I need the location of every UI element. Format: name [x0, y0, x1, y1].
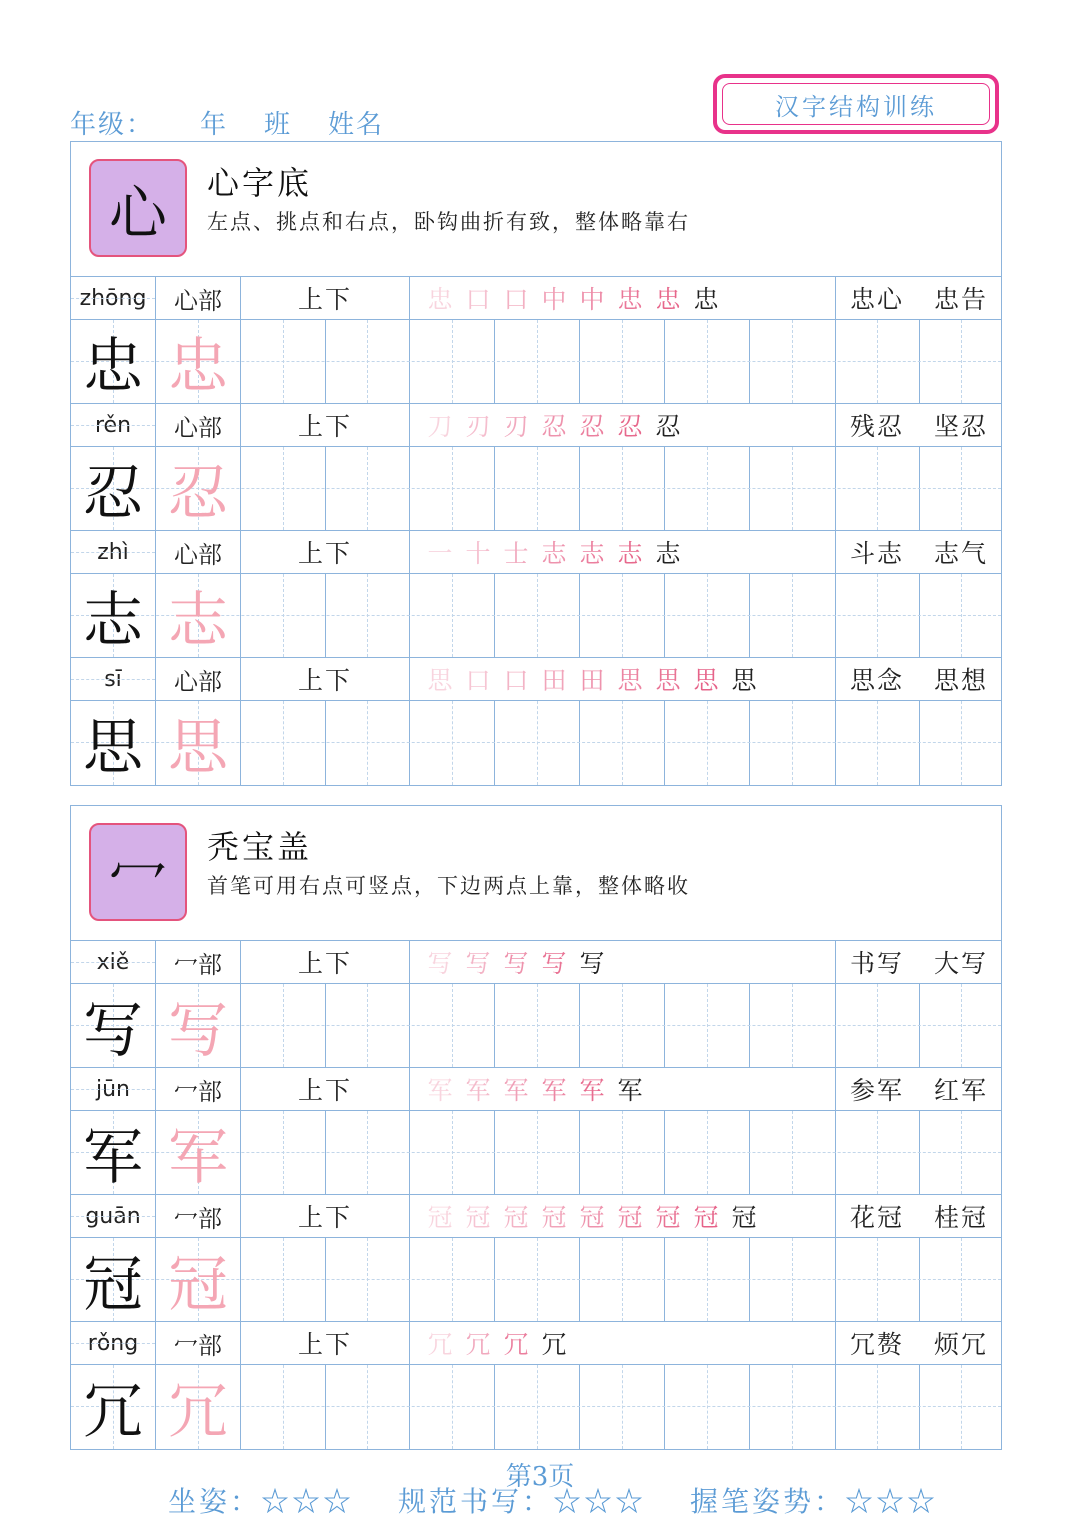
word: 大写 — [933, 949, 988, 978]
word: 烦冗 — [933, 1330, 988, 1359]
word: 忠心 — [849, 285, 904, 314]
info-row — [71, 658, 1001, 701]
radical-label: 心部 — [174, 413, 222, 442]
worksheet-title-badge — [713, 74, 999, 134]
stroke-step: 忍 — [541, 412, 567, 441]
character-entry — [71, 1195, 1001, 1322]
character-entry — [71, 404, 1001, 531]
word: 桂冠 — [933, 1203, 988, 1232]
word: 坚忍 — [933, 412, 988, 441]
practice-grid — [71, 1365, 1001, 1449]
trace-character: 思 — [168, 712, 228, 783]
stroke-step: 思 — [731, 666, 757, 695]
model-character: 忍 — [83, 458, 143, 529]
stroke-step: 忠 — [655, 285, 681, 314]
structure-label: 上下 — [297, 539, 352, 568]
example-words — [835, 1322, 1003, 1364]
structure-label: 上下 — [297, 285, 352, 314]
section-description: 首笔可用右点可竖点，下边两点上靠，整体略收 — [207, 874, 690, 898]
model-character: 忠 — [83, 331, 143, 402]
example-words — [835, 1195, 1003, 1237]
stroke-step: 思 — [655, 666, 681, 695]
stroke-step: 田 — [579, 666, 605, 695]
radical-label: 冖部 — [174, 1204, 222, 1233]
radical-label: 心部 — [174, 667, 222, 696]
word: 花冠 — [849, 1203, 904, 1232]
practice-grid — [71, 1111, 1001, 1195]
radical-section — [70, 805, 1002, 1450]
model-character: 军 — [83, 1122, 143, 1193]
worksheet-title: 汉字结构训练 — [775, 92, 937, 121]
info-row — [71, 277, 1001, 320]
practice-grid — [71, 701, 1001, 785]
pinyin: jūn — [96, 1076, 130, 1102]
rating-bar — [168, 1480, 938, 1520]
stroke-step: 志 — [617, 539, 643, 568]
practice-grid — [71, 320, 1001, 404]
character-entry — [71, 658, 1001, 785]
stroke-step: 军 — [541, 1076, 567, 1105]
structure-label: 上下 — [297, 412, 352, 441]
word: 思念 — [849, 666, 904, 695]
stroke-step: 冠 — [693, 1203, 719, 1232]
word: 思想 — [933, 666, 988, 695]
stroke-order — [425, 531, 825, 573]
name-label: 姓名 — [328, 110, 385, 140]
trace-character: 忍 — [168, 458, 228, 529]
model-character: 思 — [83, 712, 143, 783]
stroke-step: 军 — [617, 1076, 643, 1105]
stroke-step: 口 — [465, 285, 491, 314]
stroke-step: 思 — [617, 666, 643, 695]
section-title: 秃宝盖 — [207, 828, 313, 866]
stroke-step: 冗 — [427, 1330, 453, 1359]
stroke-order — [425, 941, 825, 983]
stroke-step: 忠 — [693, 285, 719, 314]
character-entry — [71, 941, 1001, 1068]
pinyin: zhì — [97, 539, 129, 565]
trace-character: 军 — [168, 1122, 228, 1193]
structure-label: 上下 — [297, 1330, 352, 1359]
structure-label: 上下 — [297, 1076, 352, 1105]
practice-grid — [71, 1238, 1001, 1322]
trace-character: 冗 — [168, 1376, 228, 1447]
stroke-step: 写 — [541, 949, 567, 978]
stroke-step: 田 — [541, 666, 567, 695]
stroke-step: 十 — [465, 539, 491, 568]
page-number: 第3页 — [505, 1462, 575, 1492]
trace-character: 忠 — [168, 331, 228, 402]
practice-grid — [71, 447, 1001, 531]
stroke-step: 冠 — [541, 1203, 567, 1232]
stroke-step: 冠 — [427, 1203, 453, 1232]
model-character: 写 — [83, 995, 143, 1066]
stroke-step: 刃 — [465, 412, 491, 441]
stroke-step: 冠 — [503, 1203, 529, 1232]
word: 残忍 — [849, 412, 904, 441]
stroke-step: 口 — [503, 285, 529, 314]
stroke-step: 军 — [427, 1076, 453, 1105]
info-row — [71, 1195, 1001, 1238]
sitting-rating: 坐姿：☆☆☆ — [168, 1485, 355, 1518]
radical-badge: 心 — [89, 159, 187, 257]
word: 冗赘 — [849, 1330, 904, 1359]
practice-grid — [71, 984, 1001, 1068]
stroke-order — [425, 1195, 825, 1237]
grip-rating: 握笔姿势：☆☆☆ — [690, 1485, 939, 1518]
model-character: 冠 — [83, 1249, 143, 1320]
info-row — [71, 1322, 1001, 1365]
stroke-step: 写 — [465, 949, 491, 978]
radical-label: 心部 — [174, 286, 222, 315]
stroke-order — [425, 1322, 825, 1364]
stroke-step: 忍 — [617, 412, 643, 441]
stroke-step: 冠 — [579, 1203, 605, 1232]
section-header — [71, 142, 1001, 277]
writing-rating: 规范书写：☆☆☆ — [398, 1485, 647, 1518]
pinyin: xiě — [96, 949, 130, 975]
stroke-step: 冗 — [541, 1330, 567, 1359]
word: 忠告 — [933, 285, 988, 314]
stroke-step: 冠 — [731, 1203, 757, 1232]
character-entry — [71, 531, 1001, 658]
stroke-order — [425, 1068, 825, 1110]
character-entry — [71, 277, 1001, 404]
stroke-order — [425, 404, 825, 446]
radical-label: 冖部 — [174, 1077, 222, 1106]
info-row — [71, 1068, 1001, 1111]
example-words — [835, 404, 1003, 446]
stroke-step: 忍 — [655, 412, 681, 441]
example-words — [835, 658, 1003, 700]
word: 书写 — [849, 949, 904, 978]
stroke-step: 刀 — [427, 412, 453, 441]
character-entry — [71, 1322, 1001, 1449]
stroke-step: 志 — [579, 539, 605, 568]
stroke-step: 志 — [655, 539, 681, 568]
example-words — [835, 531, 1003, 573]
stroke-step: 冠 — [465, 1203, 491, 1232]
stroke-step: 写 — [503, 949, 529, 978]
example-words — [835, 277, 1003, 319]
trace-character: 志 — [168, 585, 228, 656]
stroke-step: 一 — [427, 539, 453, 568]
stroke-step: 志 — [541, 539, 567, 568]
stroke-order — [425, 277, 825, 319]
structure-label: 上下 — [297, 666, 352, 695]
radical-badge: 冖 — [89, 823, 187, 921]
stroke-step: 口 — [465, 666, 491, 695]
word: 红军 — [933, 1076, 988, 1105]
stroke-step: 忠 — [427, 285, 453, 314]
stroke-order — [425, 658, 825, 700]
info-row — [71, 531, 1001, 574]
pinyin: rěn — [94, 412, 132, 438]
practice-grid — [71, 574, 1001, 658]
radical-section — [70, 141, 1002, 786]
stroke-step: 忠 — [617, 285, 643, 314]
stroke-step: 写 — [579, 949, 605, 978]
pinyin: sī — [104, 666, 122, 692]
stroke-step: 冠 — [655, 1203, 681, 1232]
stroke-step: 军 — [465, 1076, 491, 1105]
trace-character: 写 — [168, 995, 228, 1066]
radical-label: 冖部 — [174, 1331, 222, 1360]
stroke-step: 思 — [693, 666, 719, 695]
example-words — [835, 941, 1003, 983]
model-character: 冗 — [83, 1376, 143, 1447]
section-description: 左点、挑点和右点，卧钩曲折有致，整体略靠右 — [207, 210, 690, 234]
info-row — [71, 941, 1001, 984]
stroke-step: 中 — [541, 285, 567, 314]
radical-label: 冖部 — [174, 950, 222, 979]
student-info-line — [70, 104, 384, 141]
section-title: 心字底 — [207, 164, 313, 202]
character-entry — [71, 1068, 1001, 1195]
stroke-step: 忍 — [579, 412, 605, 441]
stroke-step: 刃 — [503, 412, 529, 441]
stroke-step: 思 — [427, 666, 453, 695]
word: 斗志 — [849, 539, 904, 568]
word: 志气 — [933, 539, 988, 568]
structure-label: 上下 — [297, 949, 352, 978]
pinyin: guān — [85, 1203, 141, 1229]
stroke-step: 冠 — [617, 1203, 643, 1232]
year-label: 年 — [200, 110, 229, 140]
info-row — [71, 404, 1001, 447]
pinyin: rǒng — [87, 1330, 139, 1356]
stroke-step: 写 — [427, 949, 453, 978]
stroke-step: 冗 — [503, 1330, 529, 1359]
stroke-step: 士 — [503, 539, 529, 568]
pinyin: zhōng — [79, 285, 147, 311]
model-character: 志 — [83, 585, 143, 656]
grade-label: 年级： — [70, 110, 155, 140]
section-header — [71, 806, 1001, 941]
trace-character: 冠 — [168, 1249, 228, 1320]
stroke-step: 中 — [579, 285, 605, 314]
stroke-step: 冗 — [465, 1330, 491, 1359]
radical-label: 心部 — [174, 540, 222, 569]
example-words — [835, 1068, 1003, 1110]
class-label: 班 — [264, 110, 293, 140]
stroke-step: 军 — [503, 1076, 529, 1105]
word: 参军 — [849, 1076, 904, 1105]
structure-label: 上下 — [297, 1203, 352, 1232]
stroke-step: 军 — [579, 1076, 605, 1105]
stroke-step: 口 — [503, 666, 529, 695]
